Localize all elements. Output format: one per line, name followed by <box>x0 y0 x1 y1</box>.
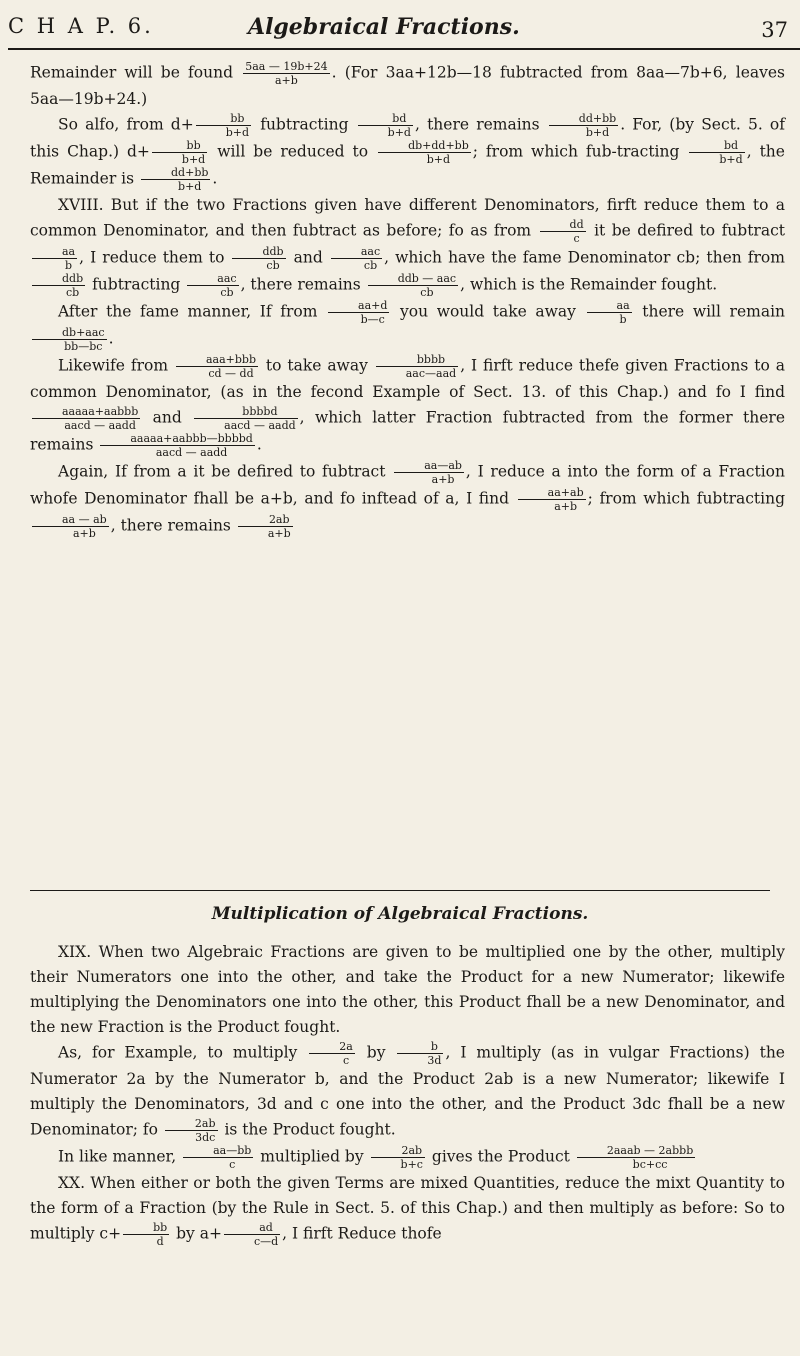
running-title: Algebraical Fractions. <box>248 14 520 40</box>
fraction: $\frac{\text{2aaab — 2abbb}}{bc+cc}$ <box>577 1144 695 1171</box>
running-header <box>8 12 794 46</box>
fraction: $\frac{aa+d}{b—c}$ <box>328 299 389 326</box>
fraction: $\frac{\text{aaa+bbb}}{cd — dd}$ <box>176 353 258 380</box>
fraction: $\frac{dd+bb}{b+d}$ <box>141 166 210 193</box>
fraction: $\frac{\text{bbbbd}}{\text{aacd — aadd}}$ <box>194 405 298 432</box>
fraction: $\frac{dd}{c}$ <box>540 218 586 245</box>
section-title: Multiplication of Algebraical Fractions. <box>211 904 589 924</box>
fraction: $\frac{ad}{c—d}$ <box>224 1221 280 1248</box>
fraction: $\frac{aa—ab}{a+b}$ <box>394 459 464 486</box>
fraction: $\frac{dd+bb}{b+d}$ <box>549 112 618 139</box>
paragraph-xx: XX. When either or both the given Terms are mixed Quantities, reduce the mixt Quantity to the form of a Fraction (by the Rule in Sect. 5. of this Chap.) and then multiply as before: So to multiply c+ $\frac{bb}{d}$ by a+ $\frac{ad}{c—d}$ , I firft Reduce thofe <box>30 1174 785 1248</box>
fraction: $\frac{aa — ab}{a+b}$ <box>32 513 109 540</box>
fraction: $\frac{2ab}{b+c}$ <box>371 1144 425 1171</box>
paragraph-xix: XIX. When two Algebraic Fractions are given to be multiplied one by the other, multiply their Numerators one into the other, and take the Product for a new Numerator; likewife multiplying the Denominators one into the other, this Product fhall be a new Denominator, and the new Fraction is the Product fought. <box>30 943 785 1036</box>
fraction: $\frac{b}{3d}$ <box>397 1040 443 1067</box>
fraction: $\frac{2ab}{3dc}$ <box>165 1117 218 1144</box>
fraction: $\frac{2ab}{a+b}$ <box>238 513 293 540</box>
fraction: $\frac{\text{ddb}}{cb}$ <box>32 272 85 299</box>
fraction: $\frac{bd}{b+d}$ <box>358 112 413 139</box>
fraction: $\frac{bb}{b+d}$ <box>196 112 251 139</box>
header-rule <box>8 48 800 50</box>
chapter-label: C H A P. 6. <box>8 14 154 38</box>
paragraph-again: Again, If from a it be defired to fubtract $\frac{aa—ab}{a+b}$ , I reduce a into the form of a Fraction whofe Denominator fhall be a+b, and fo inftead of a, I find $\frac{aa+ab}{a+b}$ ; from which fubtracting $\frac{aa — ab}{a+b}$ , there remains $\frac{2ab}{a+b}$ <box>30 459 785 540</box>
section-divider <box>30 890 770 891</box>
page-number: 37 <box>761 18 788 42</box>
paragraph-remainder: Remainder will be found $\frac{5aa — 19b+24}{a+b}$ . (For 3aa+12b—18 fubtracted from 8aa—7b+6, leaves 5aa—19b+24.) <box>30 60 786 108</box>
paragraph-xviii: XVIII. But if the two Fractions given have different Denominators, firft reduce them to a common Denominator, and then fubtract as before; fo as from $\frac{dd}{c}$ it be defired to fubtract $\frac{aa}{b}$ , I reduce them to $\frac{\text{ddb}}{cb}$ and $\frac{\text{aac}}{cb}$ , which have the fame Denominator cb; then from $\frac{\text{ddb}}{cb}$ fubtracting $\frac{\text{aac}}{cb}$ , there remains $\frac{\text{ddb — aac}}{cb}$ , which is the Remainder fought. <box>30 196 785 299</box>
fraction: $\frac{bb}{d}$ <box>123 1221 169 1248</box>
fraction: $\frac{\text{db+aac}}{bb—bc}$ <box>32 326 107 353</box>
fraction: $\frac{aa—bb}{c}$ <box>183 1144 253 1171</box>
fraction: $\frac{bb}{b+d}$ <box>152 139 207 166</box>
fraction: $\frac{aa}{b}$ <box>32 245 77 272</box>
fraction: $\frac{aa+ab}{a+b}$ <box>518 486 586 513</box>
fraction: $\frac{2a}{c}$ <box>309 1040 355 1067</box>
fraction: $\frac{5aa — 19b+24}{a+b}$ <box>245 60 328 87</box>
paragraph-same-manner: After the fame manner, If from $\frac{aa+d}{b—c}$ you would take away $\frac{aa}{b}$ there will remain $\frac{\text{db+aac}}{bb—bc}$ . <box>30 299 785 353</box>
fraction: $\frac{aa}{b}$ <box>587 299 632 326</box>
fraction: $\frac{\text{aaaaa+aabbb—bbbbd}}{\text{aacd — aadd}}$ <box>100 432 254 459</box>
fraction: $\frac{\text{aac}}{cb}$ <box>187 272 238 299</box>
multiplication-text-block <box>30 940 785 1248</box>
fraction: $\frac{\text{ddb — aac}}{cb}$ <box>368 272 458 299</box>
paragraph-for-example: As, for Example, to multiply $\frac{2a}{c}$ by $\frac{b}{3d}$ , I multiply (as in vulgar Fractions) the Numerator 2a by the Numerator b, and the Product 2ab is a new Numerator; likewife I multiply the Denominators, 3d and c one into the other, and the Product 3dc fhall be a new Denominator; fo $\frac{2ab}{3dc}$ is the Product fought. <box>30 1040 785 1144</box>
paragraph-so-also: So alfo, from d+ $\frac{bb}{b+d}$ fubtracting $\frac{bd}{b+d}$ , there remains $\frac{dd+bb}{b+d}$ . For, (by Sect. 5. of this Chap.) d+ $\frac{bb}{b+d}$ will be reduced to $\frac{db+dd+bb}{b+d}$ ; from which fub-tracting $\frac{bd}{b+d}$ , the Remainder is $\frac{dd+bb}{b+d}$ . <box>30 112 785 193</box>
fraction: $\frac{bd}{b+d}$ <box>689 139 744 166</box>
fraction: $\frac{\text{aaaaa+aabbb}}{\text{aacd — aadd}}$ <box>32 405 140 432</box>
paragraph-like-manner: In like manner, $\frac{aa—bb}{c}$ multiplied by $\frac{2ab}{b+c}$ gives the Product $\frac{\text{2aaab — 2abbb}}{bc+cc}$ <box>58 1144 694 1171</box>
fraction: $\frac{\text{aac}}{cb}$ <box>331 245 382 272</box>
fraction: $\frac{\text{bbbb}}{\text{aac—aad}}$ <box>376 353 458 380</box>
fraction: $\frac{\text{ddb}}{cb}$ <box>232 245 285 272</box>
paragraph-likewise: Likewife from $\frac{\text{aaa+bbb}}{cd — dd}$ to take away $\frac{\text{bbbb}}{\text{aac—aad}}$ , I firft reduce thefe given Fractions to a common Denominator, (as in the fecond Example of Sect. 13. of this Chap.) and fo I find $\frac{\text{aaaaa+aabbb}}{\text{aacd — aadd}}$ and $\frac{\text{bbbbd}}{\text{aacd — aadd}}$ , which latter Fraction fubtracted from the former there remains $\frac{\text{aaaaa+aabbb—bbbbd}}{\text{aacd — aadd}}$ . <box>30 353 785 459</box>
top-text-block <box>30 60 785 540</box>
fraction: $\frac{db+dd+bb}{b+d}$ <box>378 139 471 166</box>
